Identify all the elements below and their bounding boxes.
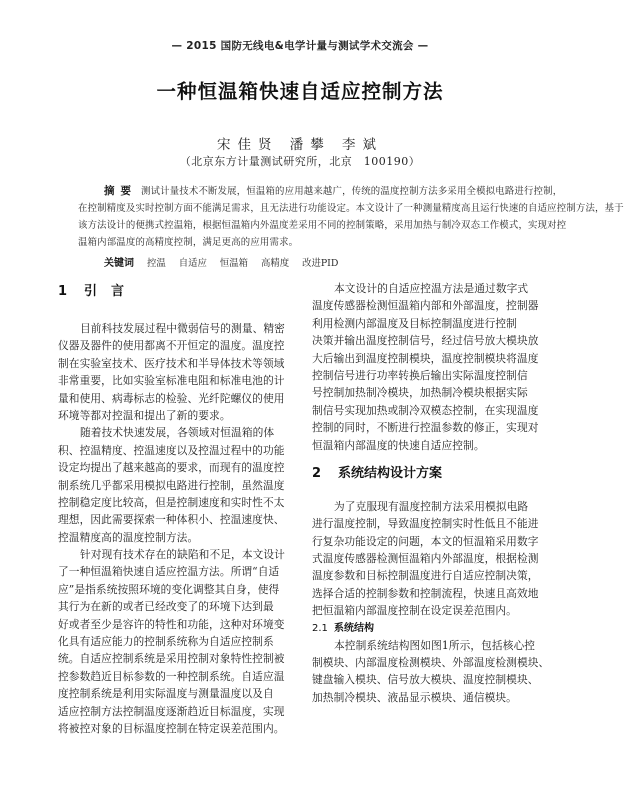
section-1-heading: 1 引言 [58,284,139,299]
right-body-text-section2 [312,498,544,620]
section-2-heading: 2 系统结构设计方案 [312,465,443,481]
text-line: 制信号实现加热或制冷双模态控制，在实现温度 [312,403,539,417]
conference-header: — 2015 国防无线电&电学计量与测试学术交流会 — [171,40,429,52]
text-line: 恒温箱内部温度的快速自适应控制。 [312,438,485,452]
text-line: 大后输出到温度控制模块，温度控制模块将温度 [312,351,539,365]
text-line: 键盘输入模块、信号放大模块、温度控制模块、 [312,673,539,687]
text-line: 控制信号进行功率转换后输出实际温度控制信 [312,368,528,382]
abstract [78,183,624,251]
text-line: 加热制冷模块、液晶显示模块、通信模块。 [312,690,517,704]
text-line: 仪器及器件的使用都离不开恒定的温度。温度控 [58,339,285,353]
abstract-line: 该方法设计的便携式控温箱，根据恒温箱内外温度差采用不同的控制策略，采用加热与制冷双态工作模式，实现对控 [78,220,567,231]
keyword: 自适应 [178,258,207,269]
text-line: 其行为在新的或者已经改变了的环境下达到最 [58,600,274,614]
text-line: 好或者至少是容许的特性和功能，这种对环境变 [58,617,285,631]
text-line: 将被控对象的目标温度控制在特定误差范围内。 [58,721,285,735]
text-line: 目前科技发展过程中微弱信号的测量、精密 [80,322,285,335]
keyword: 控温 [146,258,166,269]
abstract-line: 在控制精度及实时控制方面不能满足需求，且无法进行功能设定。本文设计了一种测量精度高且运行快速的自适应控制方法，基于 [78,203,624,214]
text-line: 控参数趋近目标参数的一种控制系统。自适应温 [58,669,285,683]
keywords [104,254,348,269]
text-line: 控温精度高的温度控制方法。 [58,530,199,544]
keyword: 改进PID [302,258,339,269]
text-line: 化具有适应能力的控制系统称为自适应控制系 [58,635,274,649]
left-body-text [58,320,290,737]
text-line: 制在实验室技术、医疗技术和半导体技术等领域 [58,356,285,370]
author-affiliation: （北京东方计量测试研究所，北京 100190） [179,155,421,168]
text-line: 温度参数和目标控制温度进行自适应控制决策， [312,569,539,583]
text-line: 积、控温精度、控温速度以及控温过程中的功能 [58,443,285,457]
text-line: 选择合适的控制参数和控制流程，快速且高效地 [312,586,539,600]
text-line: 设定均提出了越来越高的要求，而现有的温度控 [58,461,285,475]
text-line: 号控制加热制冷模块，加热制冷模块根据实际 [312,386,528,400]
text-line: 决策并输出温度控制信号，经过信号放大模块放 [312,334,539,348]
text-line: 利用检测内部温度及目标控制温度进行控制 [312,316,517,330]
text-line: 本文设计的自适应控温方法是通过数字式 [334,282,529,295]
right-body-text-subsection [312,637,550,707]
text-line: 量和使用、病毒标志的检验、光纤陀螺仪的使用 [58,391,285,405]
paper-authors: 宋佳贤 潘攀 李斌 [216,137,384,153]
paper-title: 一种恒温箱快速自适应控制方法 [156,80,444,103]
text-line: 制系统几乎都采用模拟电路进行控制，虽然温度 [58,478,285,492]
text-line: 控制的同时，不断进行控温参数的修正，实现对 [312,421,539,435]
text-line: 温度传感器检测恒温箱内部和外部温度，控制器 [312,299,539,313]
right-column [312,280,550,706]
text-line: 制模块、内部温度检测模块、外部温度检测模块、 [312,656,550,670]
keywords-label: 关键词 [104,258,134,269]
text-line: 本控制系统结构图如图1所示，包括核心控 [334,638,536,652]
text-line: 进行温度控制，导致温度控制实时性低且不能进 [312,517,539,531]
left-column [58,280,290,737]
abstract-label: 摘要 [104,185,137,197]
right-body-text-intro [312,280,544,454]
text-line: 针对现有技术存在的缺陷和不足，本文设计 [80,548,285,562]
text-line: 式温度传感器检测恒温箱内外部温度，根据检测 [312,552,539,566]
text-line: 行复杂功能设定的问题，本文的恒温箱采用数字 [312,534,539,548]
text-line: 控制稳定度比较高，但是控制速度和实时性不太 [58,495,285,509]
subsection-2-1-heading: 2.1 系统结构 [312,622,374,634]
text-line: 应”是指系统按照环境的变化调整其自身，使得 [58,582,280,596]
text-line: 度控制系统是利用实际温度与测量温度以及自 [58,687,274,701]
keyword: 高精度 [260,258,290,269]
text-line: 适应控制方法控制温度逐渐趋近目标温度，实现 [58,704,285,718]
text-line: 统。自适应控制系统是采用控制对象特性控制被 [58,652,285,666]
text-line: 理想，因此需要探索一种体积小、控温速度快、 [58,513,285,527]
text-line: 非常重要，比如实验室标准电阻和标准电池的计 [58,374,285,388]
text-line: 为了克服现有温度控制方法采用模拟电路 [334,499,529,513]
text-line: 了一种恒温箱快速自适应控温方法。所谓“自适 [58,565,280,579]
text-line: 随着技术快速发展，各领域对恒温箱的体 [80,426,275,440]
text-line: 环境等都对控温和提出了新的要求。 [58,408,231,422]
abstract-line: 摘要 测试计量技术不断发展，恒温箱的应用越来越广，传统的温度控制方法多采用全模拟电路进行控制， [104,185,563,197]
text-line: 把恒温箱内部温度控制在设定误差范围内。 [312,604,517,618]
abstract-line: 温箱内部温度的高精度控制，满足更高的应用需求。 [78,237,299,248]
keyword: 恒温箱 [219,258,248,269]
